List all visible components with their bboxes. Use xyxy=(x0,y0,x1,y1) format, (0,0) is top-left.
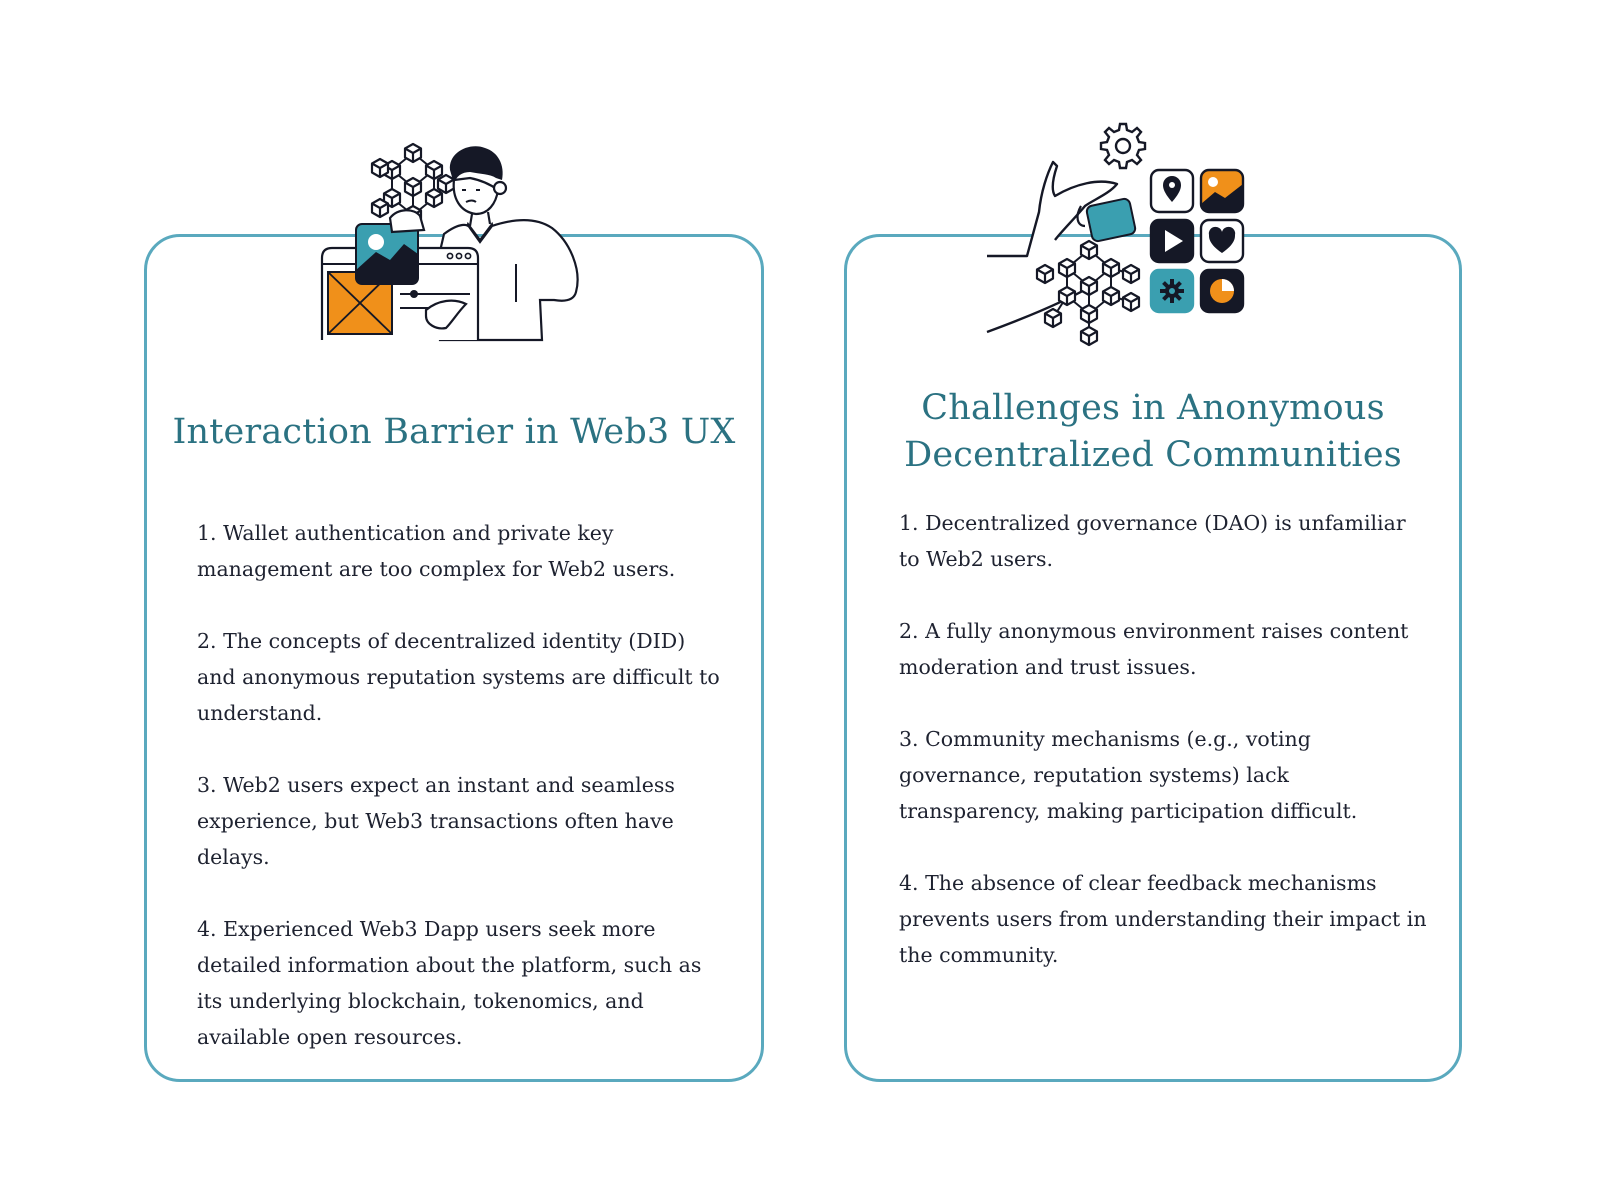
list-item: 1. Decentralized governance (DAO) is unfamiliar to Web2 users. xyxy=(899,511,1406,571)
image-icon xyxy=(1201,170,1243,212)
list-item: 4. Experienced Web3 Dapp users seek more detailed information about the platform, such as its underlying blockchain, tokenomics, and available open resources. xyxy=(197,917,702,1049)
list-item: 1. Wallet authentication and private key management are too complex for Web2 users. xyxy=(197,521,676,581)
list-item: 3. Community mechanisms (e.g., voting governance, reputation systems) lack transparency, making participation difficult. xyxy=(899,727,1358,823)
hand-illustration xyxy=(1005,122,1285,358)
card-decentralized-communities xyxy=(844,234,1462,1082)
pie-chart-icon xyxy=(1201,270,1243,312)
list-item: 3. Web2 users expect an instant and seamless experience, but Web3 transactions often have delays. xyxy=(197,773,675,869)
list-item: 2. The concepts of decentralized identity (DID) and anonymous reputation systems are difficult to understand. xyxy=(197,629,720,725)
play-icon xyxy=(1151,220,1193,262)
image-card-icon xyxy=(356,224,418,284)
card-title: Challenges in Anonymous Decentralized Communities xyxy=(904,388,1402,475)
heart-icon xyxy=(1201,220,1243,262)
list-item: 4. The absence of clear feedback mechanisms prevents users from understanding their impact in the community. xyxy=(899,871,1427,967)
challenge-list xyxy=(899,505,1427,1009)
card-web3-ux xyxy=(144,234,764,1082)
challenge-list xyxy=(197,515,721,1091)
person-illustration xyxy=(320,140,600,355)
blockchain-cubes-icon xyxy=(1037,241,1139,345)
list-item: 2. A fully anonymous environment raises content moderation and trust issues. xyxy=(899,619,1409,679)
settings-icon xyxy=(1151,270,1193,312)
gear-icon xyxy=(1101,124,1145,168)
card-title: Interaction Barrier in Web3 UX xyxy=(172,412,736,452)
location-pin-icon xyxy=(1151,170,1193,212)
